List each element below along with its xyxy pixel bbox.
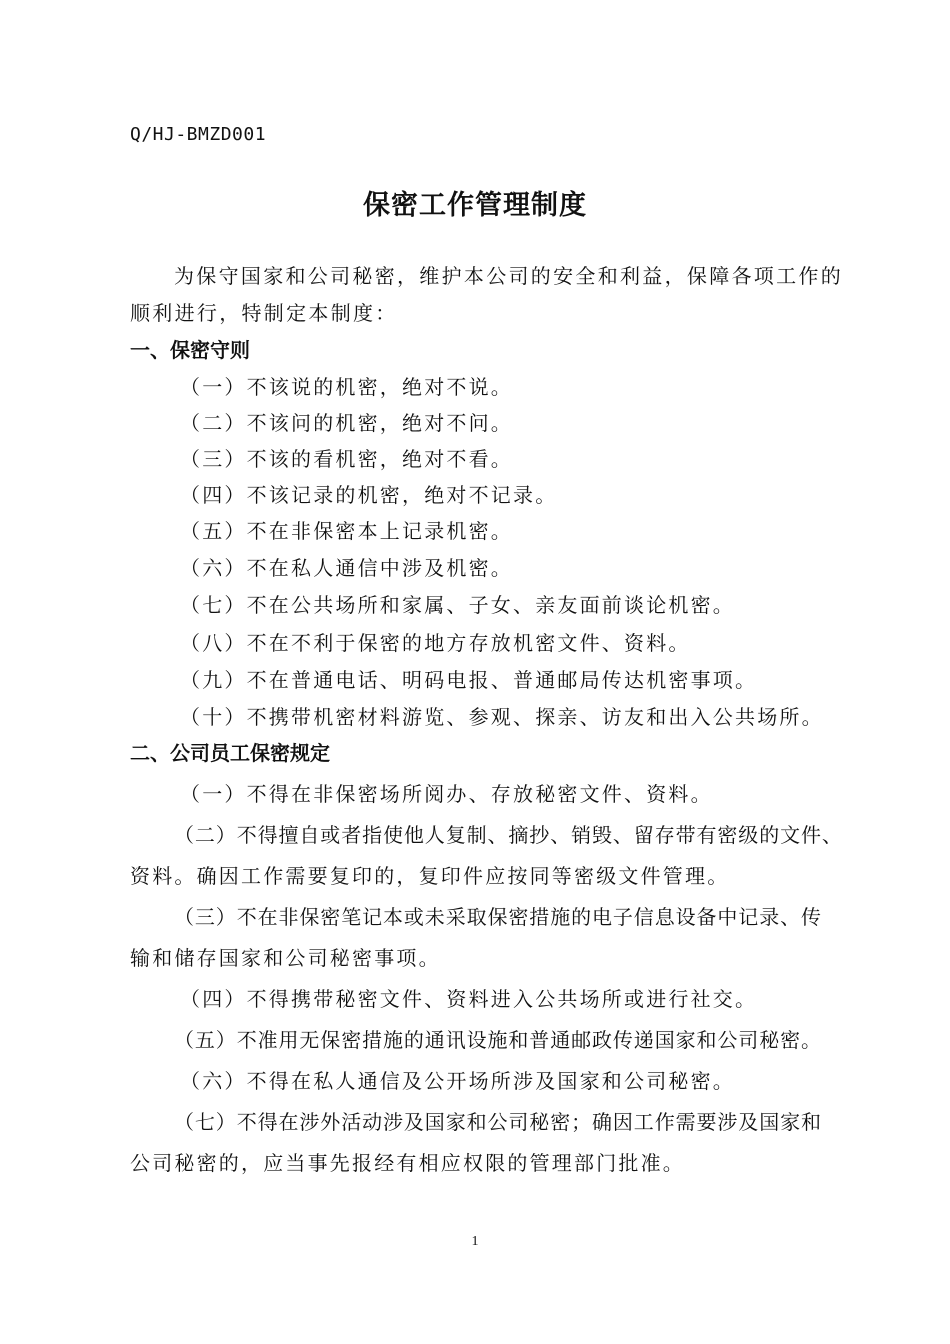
document-code: Q/HJ-BMZD001 bbox=[130, 124, 267, 145]
rule-item: （九）不在普通电话、明码电报、普通邮局传达机密事项。 bbox=[180, 668, 758, 692]
regulation-item-line-1: （三）不在非保密笔记本或未采取保密措施的电子信息设备中记录、传 bbox=[174, 905, 822, 929]
regulation-item-line-2: 公司秘密的，应当事先报经有相应权限的管理部门批准。 bbox=[130, 1151, 685, 1175]
regulation-item: （五）不准用无保密措施的通讯设施和普通邮政传递国家和公司秘密。 bbox=[174, 1028, 822, 1052]
regulation-item-line-2: 资料。确因工作需要复印的，复印件应按同等密级文件管理。 bbox=[130, 864, 730, 888]
rule-item: （四）不该记录的机密，绝对不记录。 bbox=[180, 483, 558, 507]
regulation-item: （一）不得在非保密场所阅办、存放秘密文件、资料。 bbox=[180, 782, 713, 806]
intro-line-1: 为保守国家和公司秘密，维护本公司的安全和利益，保障各项工作的 bbox=[174, 264, 843, 288]
section-1-heading: 一、保密守则 bbox=[130, 338, 250, 362]
rule-item: （三）不该的看机密，绝对不看。 bbox=[180, 447, 513, 471]
rule-item: （六）不在私人通信中涉及机密。 bbox=[180, 556, 513, 580]
page-number: 1 bbox=[471, 1234, 479, 1249]
regulation-item: （四）不得携带秘密文件、资料进入公共场所或进行社交。 bbox=[180, 987, 758, 1011]
section-2-heading: 二、公司员工保密规定 bbox=[130, 741, 330, 765]
rule-item: （五）不在非保密本上记录机密。 bbox=[180, 519, 513, 543]
document-title: 保密工作管理制度 bbox=[363, 190, 587, 221]
rule-item: （二）不该问的机密，绝对不问。 bbox=[180, 411, 513, 435]
rule-item: （八）不在不利于保密的地方存放机密文件、资料。 bbox=[180, 631, 691, 655]
regulation-item-line-2: 输和储存国家和公司秘密事项。 bbox=[130, 946, 441, 970]
rule-item: （一）不该说的机密，绝对不说。 bbox=[180, 375, 513, 399]
regulation-item-line-1: （二）不得擅自或者指使他人复制、摘抄、销毁、留存带有密级的文件、 bbox=[174, 823, 843, 847]
intro-line-2: 顺利进行，特制定本制度： bbox=[130, 301, 398, 325]
regulation-item-line-1: （七）不得在涉外活动涉及国家和公司秘密；确因工作需要涉及国家和 bbox=[174, 1110, 822, 1134]
regulation-item: （六）不得在私人通信及公开场所涉及国家和公司秘密。 bbox=[180, 1069, 735, 1093]
rule-item: （七）不在公共场所和家属、子女、亲友面前谈论机密。 bbox=[180, 593, 735, 617]
rule-item: （十）不携带机密材料游览、参观、探亲、访友和出入公共场所。 bbox=[180, 705, 824, 729]
